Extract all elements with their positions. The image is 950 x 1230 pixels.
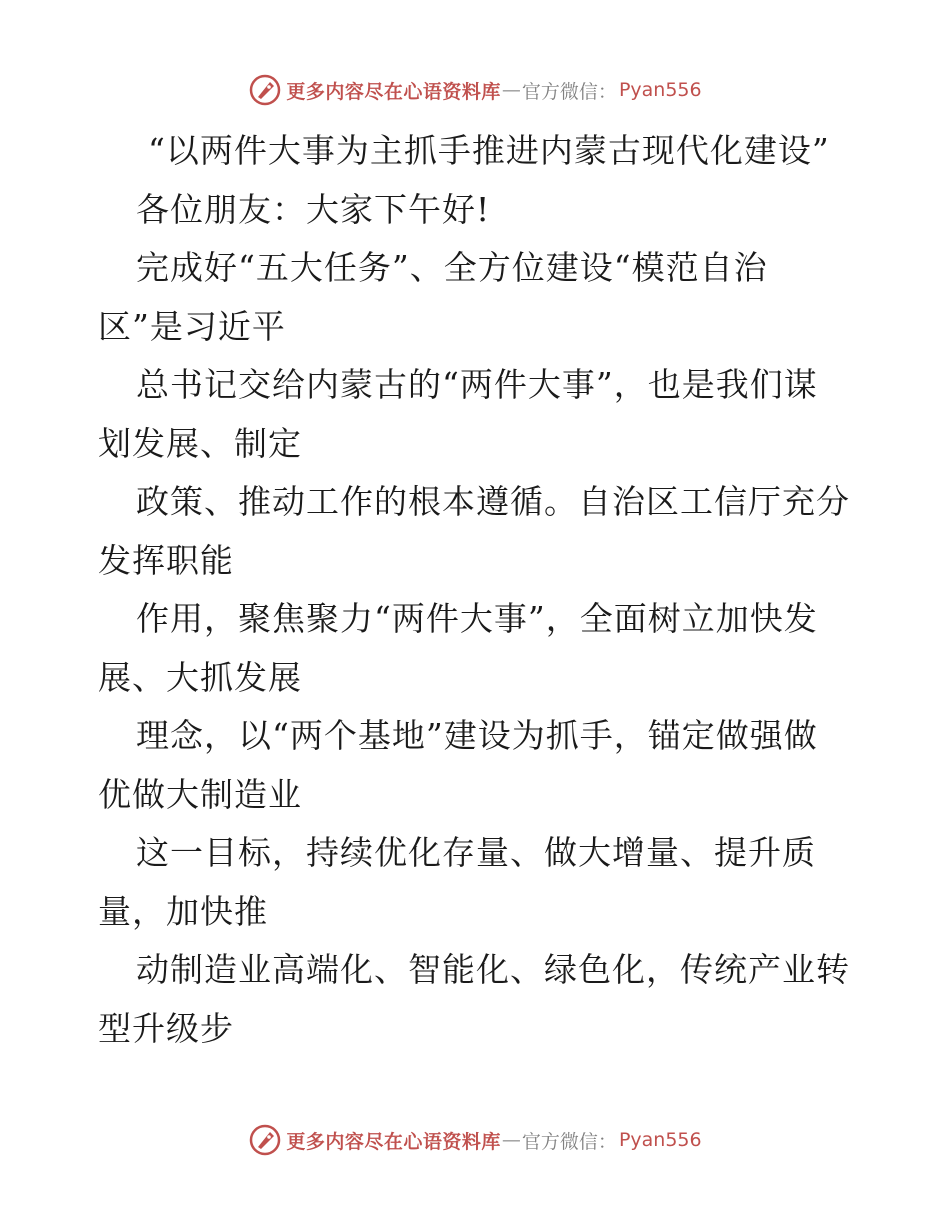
body-line: 完成好“五大任务”、全方位建设“模范自治	[136, 248, 768, 287]
body-line: 量，加快推	[98, 891, 268, 931]
body-line: 发挥职能	[98, 540, 234, 580]
body-line: 区”是习近平	[98, 306, 286, 346]
body-line: 这一目标，持续优化存量、做大增量、提升质	[136, 833, 816, 872]
body-line: 政策、推动工作的根本遵循。自治区工信厅充分	[136, 482, 850, 521]
banner-dash: —	[501, 1129, 521, 1151]
body-line: 作用，聚焦聚力“两件大事”，全面树立加快发	[136, 599, 818, 638]
body-line: 划发展、制定	[98, 423, 302, 463]
body-line: 型升级步	[98, 1008, 234, 1048]
body-line: 展、大抓发展	[98, 657, 302, 697]
body-line: 总书记交给内蒙古的“两件大事”，也是我们谋	[136, 365, 818, 404]
body-line: 优做大制造业	[98, 774, 302, 814]
pen-nib-logo-icon	[248, 73, 282, 107]
banner-contact-label: 官方微信：	[521, 80, 617, 103]
document-title: “以两件大事为主抓手推进内蒙古现代化建设”	[148, 131, 830, 170]
banner-wechat-handle: Pyan556	[618, 79, 702, 101]
banner-contact-label: 官方微信：	[521, 1130, 617, 1153]
banner-brand-text: 更多内容尽在心语资料库	[286, 80, 501, 103]
body-line: 理念，以“两个基地”建设为抓手，锚定做强做	[136, 716, 818, 755]
banner-wechat-handle: Pyan556	[618, 1129, 702, 1151]
pen-nib-logo-icon	[248, 1123, 282, 1157]
header-watermark-banner	[0, 70, 950, 110]
footer-watermark-banner	[0, 1120, 950, 1160]
banner-brand-text: 更多内容尽在心语资料库	[286, 1130, 501, 1153]
body-line: 动制造业高端化、智能化、绿色化，传统产业转	[136, 950, 850, 989]
document-body	[98, 122, 858, 1058]
greeting-line: 各位朋友：大家下午好!	[136, 189, 491, 229]
banner-dash: —	[501, 79, 521, 101]
